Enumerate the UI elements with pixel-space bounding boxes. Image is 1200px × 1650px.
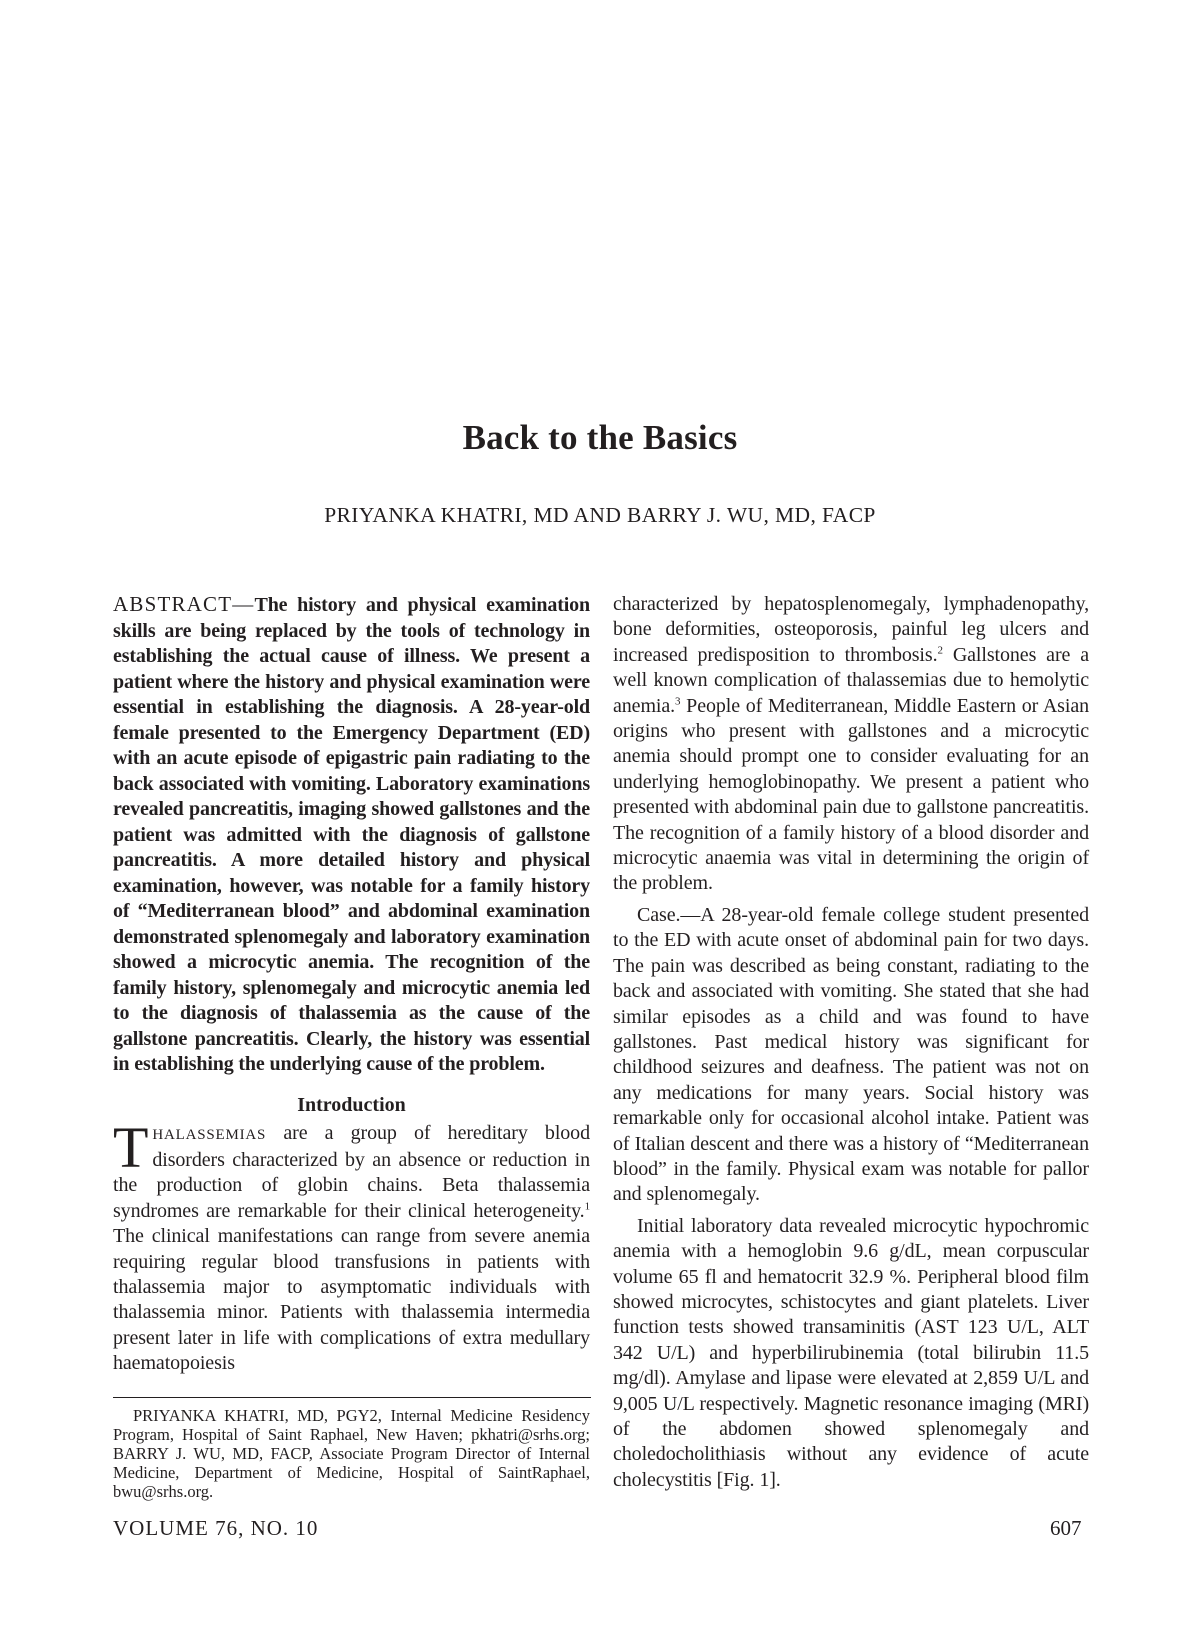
case-paragraph: Case.—A 28-year-old female college student presented to the ED with acute onset of abdominal pain for two days. The pain was described as being constant, radiating to the back and associated with vomiting. She stated that she had similar episodes as a child and was found to have gallstones. Past medical history was significant for childhood seizures and deafness. The patient was not on any medications for many years. Social history was remarkable only for occasional alcohol intake. Patient was of Italian descent and there was a history of “Mediterranean blood” in the family. Physical exam was notable for pallor and splenomegaly. [613,903,1089,1206]
intro-text-a: are a group of hereditary blood disorders characterized by an absence or reduction in the production of globin chains. Beta thalassemia syndromes are remarkable for their clinical heterogeneity. [113,1121,590,1222]
intro-smallcaps: HALASSEMIAS [152,1126,267,1143]
introduction-paragraph [113,1114,590,1377]
right-column [613,592,1089,1493]
drop-cap: T [113,1114,149,1180]
intro-cont-b: Gallstones are a well known complication of thalassemias due to hemolytic anemia. [613,643,1089,717]
author-footnote: PRIYANKA KHATRI, MD, PGY2, Internal Medicine Residency Program, Hospital of Saint Raphael, New Haven; pkhatri@srhs.org; BARRY J. WU, MD, FACP, Associate Program Director of Internal Medicine, Department of Medicine, Hospital of SaintRaphael, bwu@srhs.org. [113,1405,590,1501]
intro-cont-a: characterized by hepatosplenomegaly, lymphadenopathy, bone deformities, osteoporosis, painful leg ulcers and increased predisposition to thrombosis. [613,593,1089,666]
intro-continued-paragraph [613,592,1089,897]
intro-cont-c: People of Mediterranean, Middle Eastern or Asian origins who present with gallstones and a microcytic anemia should prompt one to consider evaluating for an underlying hemoglobinopathy. We present a patient who presented with abdominal pain due to gallstone pancreatitis. The recognition of a family history of a blood disorder and microcytic anaemia was vital in determining the origin of the problem. [613,694,1089,895]
footnote-rule [113,1397,591,1398]
abstract-label: ABSTRACT— [113,592,255,616]
abstract [113,592,590,1078]
labs-paragraph: Initial laboratory data revealed microcytic hypochromic anemia with a hemoglobin 9.6 g/dL, mean corpuscular volume 65 fl and hematocrit 32.9 %. Peripheral blood film showed microcytes, schistocytes and giant platelets. Liver function tests showed transaminitis (AST 123 U/L, ALT 342 U/L) and hyperbilirubinemia (total bilirubin 11.5 mg/dl). Amylase and lipase were elevated at 2,859 U/L and 9,005 U/L respectively. Magnetic resonance imaging (MRI) of the abdomen showed splenomegaly and choledocholithiasis without any evidence of acute cholecystitis [Fig. 1]. [613,1214,1089,1491]
abstract-text: The history and physical examination skills are being replaced by the tools of technology in establishing the actual cause of illness. We present a patient where the history and physical examination were essential in establishing the diagnosis. A 28-year-old female presented to the Emergency Department (ED) with an acute episode of epigastric pain radiating to the back associated with vomiting. Laboratory examinations revealed pancreatitis, imaging showed gallstones and the patient was admitted with the diagnosis of gallstone pancreatitis. A more detailed history and physical examination, however, was notable for a family history of “Mediterranean blood” and abdominal examination demonstrated splenomegaly and laboratory examination showed a microcytic anemia. The recognition of the family history, splenomegaly and microcytic anemia led to the diagnosis of thalassemia as the cause of the gallstone pancreatitis. Clearly, the history was essential in establishing the underlying cause of the problem. [113,594,590,1075]
reference-2: 2 [937,644,943,657]
introduction-heading: Introduction [297,1093,406,1116]
reference-1: 1 [584,1200,590,1213]
intro-text-b: The clinical manifestations can range from severe anemia requiring regular blood transfusions in patients with thalassemia major to asymptomatic individuals with thalassemia minor. Patients with thalassemia intermedia present later in life with complications of extra medullary haematopoiesis [113,1225,590,1375]
reference-3: 3 [675,694,681,707]
page-number: 607 [1050,1516,1082,1540]
article-authors: PRIYANKA KHATRI, MD AND BARRY J. WU, MD, FACP [324,503,876,527]
left-column [113,592,590,1501]
volume-number: VOLUME 76, NO. 10 [113,1516,319,1540]
article-title: Back to the Basics [462,418,738,457]
